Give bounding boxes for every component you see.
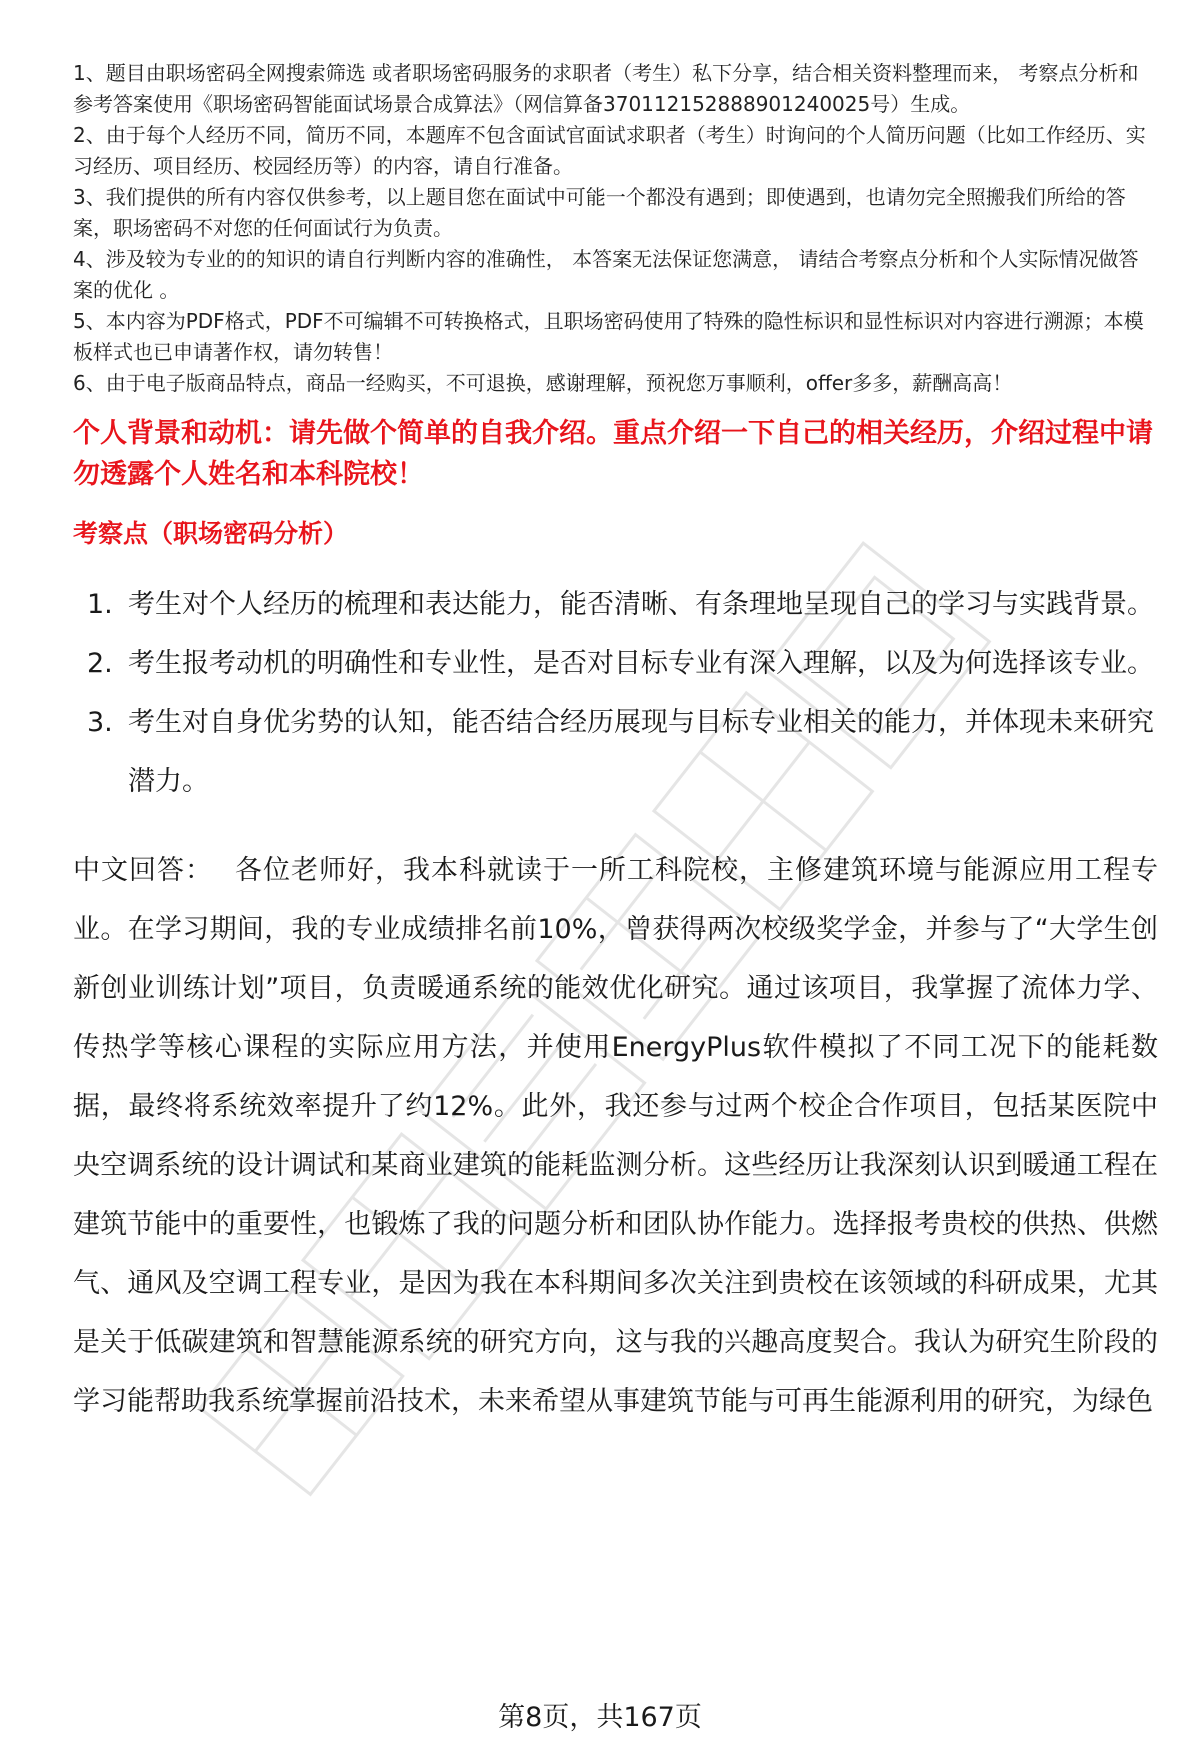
interview-question: 个人背景和动机：请先做个简单的自我介绍。重点介绍一下自己的相关经历，介绍过程中请勿透露个人姓名和本科院校！ [73, 418, 1153, 490]
point-number: 3. [87, 707, 113, 738]
disclaimer-item: 1、题目由职场密码全网搜索筛选 或者职场密码服务的求职者（考生）私下分享，结合相关资料整理而来， 考察点分析和参考答案使用《职场密码智能面试场景合成算法》（网信算备370112152888901240025号）生成。 [73, 61, 1139, 116]
disclaimer-notes [73, 58, 1158, 399]
analysis-point [73, 634, 1158, 693]
analysis-point [73, 693, 1158, 811]
point-number: 1. [87, 589, 113, 620]
disclaimer-item: 6、由于电子版商品特点，商品一经购买，不可退换，感谢理解，预祝您万事顺利，offer多多，薪酬高高！ [73, 371, 1013, 395]
point-text: 考生报考动机的明确性和专业性，是否对目标专业有深入理解，以及为何选择该专业。 [128, 648, 1154, 679]
point-text: 考生对个人经历的梳理和表达能力，能否清晰、有条理地呈现自己的学习与实践背景。 [128, 589, 1154, 620]
answer-paragraph [73, 841, 1158, 1431]
answer-label: 中文回答： [73, 855, 213, 886]
analysis-points-list [73, 575, 1158, 811]
disclaimer-item: 2、由于每个人经历不同，简历不同，本题库不包含面试官面试求职者（考生）时询问的个人简历问题（比如工作经历、实习经历、项目经历、校园经历等）的内容，请自行准备。 [73, 123, 1146, 178]
point-number: 2. [87, 648, 113, 679]
disclaimer-item: 5、本内容为PDF格式，PDF不可编辑不可转换格式，且职场密码使用了特殊的隐性标识和显性标识对内容进行溯源；本模板样式也已申请著作权，请勿转售！ [73, 309, 1144, 364]
analysis-heading: 考察点（职场密码分析） [73, 519, 349, 548]
page-number: 第8页，共167页 [498, 1702, 702, 1733]
disclaimer-item: 4、涉及较为专业的的知识的请自行判断内容的准确性， 本答案无法保证您满意， 请结合考察点分析和个人实际情况做答案的优化 。 [73, 247, 1139, 302]
analysis-point [73, 575, 1158, 634]
disclaimer-item: 3、我们提供的所有内容仅供参考，以上题目您在面试中可能一个都没有遇到；即使遇到，也请勿完全照搬我们所给的答案，职场密码不对您的任何面试行为负责。 [73, 185, 1126, 240]
point-text: 考生对自身优劣势的认知，能否结合经历展现与目标专业相关的能力，并体现未来研究潜力。 [128, 707, 1154, 797]
document-page [73, 58, 1158, 1431]
answer-text: 各位老师好，我本科就读于一所工科院校，主修建筑环境与能源应用工程专业。在学习期间，我的专业成绩排名前10%，曾获得两次校级奖学金，并参与了“大学生创新创业训练计划”项目，负责暖通系统的能效优化研究。通过该项目，我掌握了流体力学、传热学等核心课程的实际应用方法，并使用EnergyPlus软件模拟了不同工况下的能耗数据，最终将系统效率提升了约12%。此外，我还参与过两个校企合作项目，包括某医院中央空调系统的设计调试和某商业建筑的能耗监测分析。这些经历让我深刻认识到暖通工程在建筑节能中的重要性，也锻炼了我的问题分析和团队协作能力。选择报考贵校的供热、供燃气、通风及空调工程专业，是因为我在本科期间多次关注到贵校在该领域的科研成果，尤其是关于低碳建筑和智慧能源系统的研究方向，这与我的兴趣高度契合。我认为研究生阶段的学习能帮助我系统掌握前沿技术，未来希望从事建筑节能与可再生能源利用的研究，为绿色 [73, 855, 1158, 1417]
